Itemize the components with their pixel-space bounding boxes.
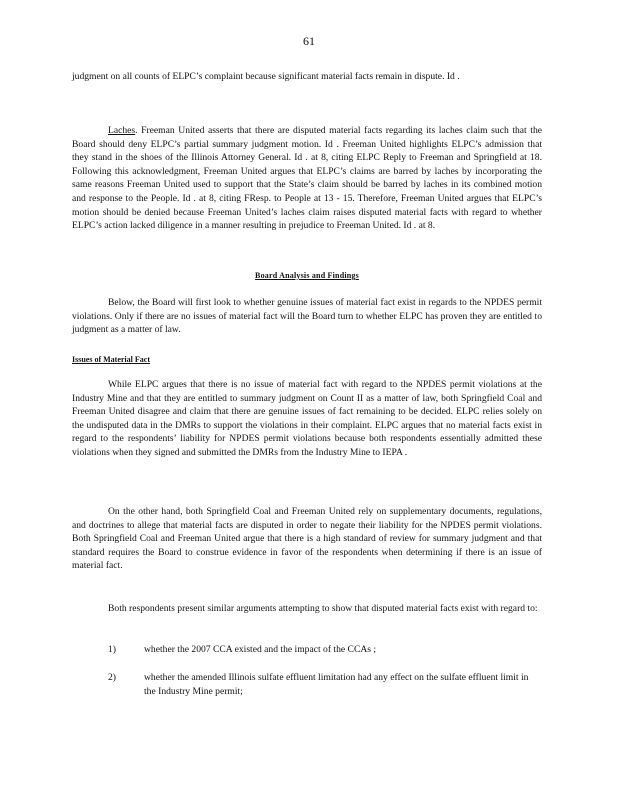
paragraph-intro-analysis: Below, the Board will first look to whether genuine issues of material fact exist in regards to the NPDES permit violations. Only if there are no issues of material fact will the Board turn to whether ELPC has proven they are entitled to judgment as a matter of law. <box>72 297 542 336</box>
list-item-text: whether the amended Illinois sulfate effluent limitation had any effect on the sulfate effluent limit in the Industry Mine permit; <box>144 672 529 697</box>
laches-heading: Laches <box>108 125 136 136</box>
page-number: 61 <box>303 34 315 48</box>
paragraph-elpc-arguments: While ELPC argues that there is no issue of material fact with regard to the NPDES permit violations at the Industry Mine and that they are entitled to summary judgment on Count II as a matter of law, both Springfield Coal and Freeman United disagree and claim that there are genuine issues of fact remaining to be decided. ELPC relies solely on the undisputed data in the DMRs to support the violations in their complaint. ELPC argues that no material facts exist in regard to the respondents’ liability for NPDES permit violations because both respondents essentially admitted these violations when they signed and submitted the DMRs from the Industry Mine to IEPA . <box>72 379 542 458</box>
section-heading-issues: Issues of Material Fact <box>72 355 150 364</box>
paragraph-conclusion: judgment on all counts of ELPC’s complaint because significant material facts remain in dispute. Id . <box>72 71 460 82</box>
paragraph-respondents-arguments: On the other hand, both Springfield Coal and Freeman United rely on supplementary documents, regulations, and doctrines to allege that material facts are disputed in order to negate their liability for the NPDES permit violations. Both Springfield Coal and Freeman United argue that there is a high standard of review for summary judgment and that standard requires the Board to construe evidence in favor of the respondents when determining if there is an issue of material fact. <box>72 506 542 572</box>
paragraph-list-intro: Both respondents present similar arguments attempting to show that disputed material facts exist with regard to: <box>108 603 538 614</box>
laches-text: . Freeman United asserts that there are disputed material facts regarding its laches claim such that the Board should deny ELPC’s partial summary judgment motion. Id . Freeman United highlights ELPC’s admission that they stand in the shoes of the Illinois Attorney General. Id . at 8, citing ELPC Reply to Freeman and Springfield at 18. Following this acknowledgment, Freeman United argues that ELPC’s claims are barred by laches by incorporating the same reasons Freeman United used to support that the State’s claim should be barred by laches in its combined motion and response to the People. Id . at 8, citing FResp. to People at 13 - 15. Therefore, Freeman United argues that ELPC’s motion should be denied because Freeman United’s laches claim raises disputed material facts with regard to whether ELPC’s action lacked diligence in a manner resulting in prejudice to Freeman United. Id . at 8. <box>72 125 542 232</box>
paragraph-laches <box>72 124 542 233</box>
list-item-number: 2) <box>108 672 116 683</box>
section-heading-board-analysis: Board Analysis and Findings <box>255 271 359 280</box>
list-item-number: 1) <box>108 644 116 655</box>
list-item-text: whether the 2007 CCA existed and the impact of the CCAs ; <box>144 644 377 655</box>
